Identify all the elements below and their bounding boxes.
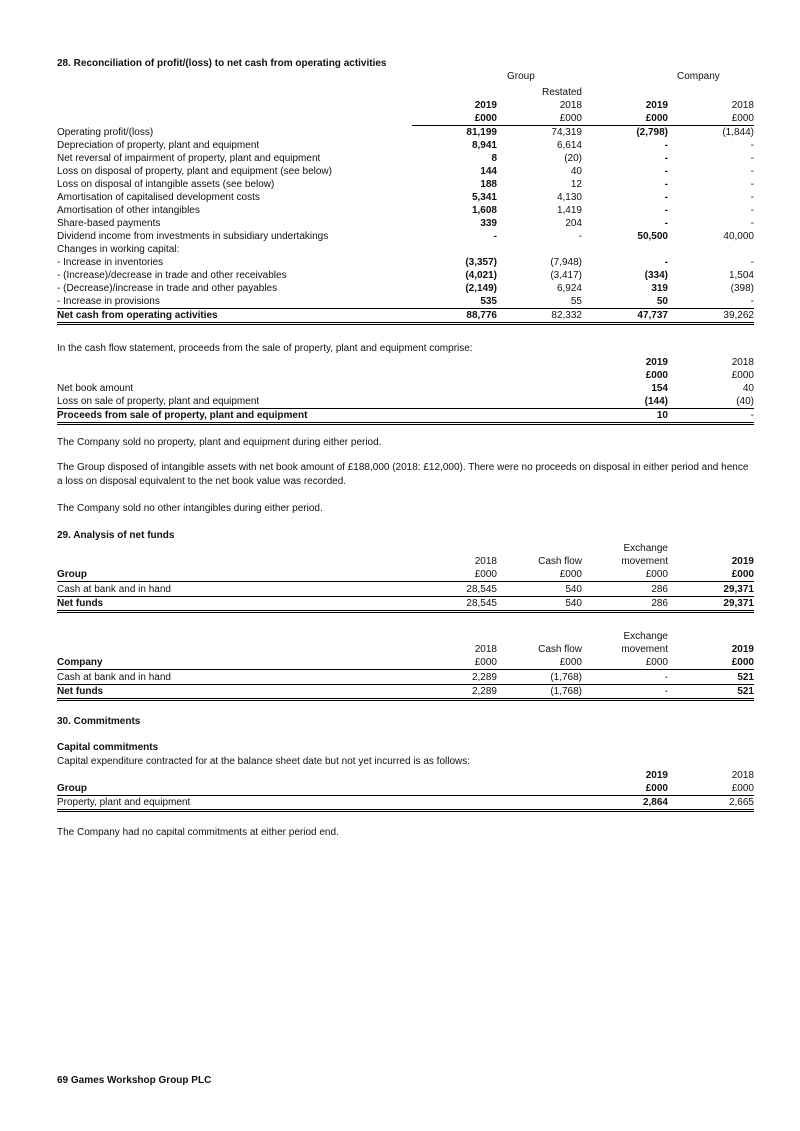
row-label: Changes in working capital: (57, 244, 180, 255)
table-row (57, 204, 754, 217)
value-cell: 10 (582, 409, 668, 424)
value-cell: - (664, 205, 668, 216)
value-cell: (40) (736, 396, 754, 407)
row-label: - Increase in provisions (57, 296, 160, 307)
table-row (57, 582, 754, 597)
value-cell: - (493, 231, 497, 242)
value-cell (668, 243, 754, 256)
value-cell: 8 (491, 153, 497, 164)
row-label: Amortisation of capitalised development costs (57, 192, 260, 203)
col-header: 2018 (474, 644, 497, 655)
col-header: £000 (497, 568, 582, 582)
col-header: 2019 (645, 100, 668, 111)
restated-label: Restated (541, 87, 582, 98)
value-cell: - (750, 192, 754, 203)
value-cell: 540 (565, 583, 582, 595)
col-unit: £000 (668, 112, 754, 126)
col-header (668, 630, 754, 643)
section-label: Group (57, 568, 412, 582)
col-header: £000 (582, 656, 668, 670)
header-row (57, 643, 754, 656)
value-cell: - (664, 671, 668, 683)
commitments-table (57, 769, 754, 812)
proceeds-table (57, 356, 754, 425)
value-cell: 6,614 (556, 140, 582, 151)
company-header: Company (677, 71, 720, 82)
table-row (57, 191, 754, 204)
table-row (57, 217, 754, 230)
value-cell: - (664, 179, 668, 190)
value-cell (412, 243, 497, 256)
value-cell: - (750, 218, 754, 229)
commitments-intro: Capital expenditure contracted for at the balance sheet date but not yet incurred is as follows: (57, 756, 471, 767)
col-header: £000 (497, 656, 582, 670)
value-cell: (398) (730, 283, 754, 294)
para-intangibles: The Group disposed of intangible assets with net book amount of £188,000 (2018: £12,000). There were no proceeds on disposal in either period and hence a loss on disposal equivalent to the net book value was recorded. (57, 462, 749, 487)
value-cell: - (664, 166, 668, 177)
col-header (412, 630, 497, 643)
value-cell: - (750, 179, 754, 190)
col-header: 2018 (559, 100, 582, 111)
value-cell: - (668, 409, 754, 424)
total-row (57, 685, 754, 700)
value-cell: 40 (742, 383, 754, 394)
row-label: - (Increase)/decrease in trade and other receivables (57, 270, 287, 281)
value-cell: 535 (480, 296, 497, 307)
row-label: Net reversal of impairment of property, plant and equipment (57, 153, 321, 164)
value-cell: (2,149) (465, 283, 497, 294)
total-row (57, 409, 754, 424)
row-label: Cash at bank and in hand (57, 671, 171, 683)
col-header: 2018 (731, 357, 754, 368)
col-header: movement (621, 644, 668, 655)
net-funds-group-table (57, 542, 754, 613)
value-cell: 6,924 (556, 283, 582, 294)
value-cell: 74,319 (551, 127, 582, 138)
spacer (57, 542, 412, 555)
value-cell: (1,844) (722, 127, 754, 138)
col-unit: £000 (668, 782, 754, 796)
value-cell: - (750, 166, 754, 177)
value-cell: 286 (651, 583, 668, 595)
table-row (57, 126, 754, 140)
row-label: Property, plant and equipment (57, 796, 582, 811)
row-label: Net funds (57, 597, 412, 612)
row-label: Operating profit/(loss) (57, 126, 154, 138)
value-cell: - (664, 218, 668, 229)
col-header (497, 542, 582, 555)
col-header: Exchange (623, 631, 668, 642)
col-header: 2019 (731, 556, 754, 567)
row-label: - Increase in inventories (57, 257, 164, 268)
col-header: 2018 (731, 100, 754, 111)
row-label: Loss on disposal of property, plant and equipment (see below) (57, 166, 332, 177)
value-cell: 28,545 (466, 583, 497, 595)
spacer (57, 643, 412, 656)
header-row (57, 555, 754, 568)
value-cell: - (582, 685, 668, 700)
table-row (57, 269, 754, 282)
table-row (57, 152, 754, 165)
value-cell: - (750, 205, 754, 216)
reconciliation-table (57, 86, 754, 325)
group-header: Group (507, 71, 535, 82)
table-row (57, 230, 754, 243)
value-cell: 88,776 (412, 309, 497, 324)
row-label: Cash at bank and in hand (57, 583, 171, 595)
section-label: Company (57, 656, 412, 670)
capital-commitments-subtitle: Capital commitments (57, 742, 159, 753)
col-header: Exchange (623, 543, 668, 554)
para-no-commitments: The Company had no capital commitments at either period end. (57, 827, 339, 838)
col-header: 2019 (731, 644, 754, 655)
col-header: £000 (412, 568, 497, 582)
value-cell: (2,798) (636, 127, 668, 138)
col-header: movement (621, 556, 668, 567)
col-header: 2018 (731, 770, 754, 781)
value-cell: 1,608 (471, 205, 497, 216)
table-row (57, 165, 754, 178)
value-cell: 50,500 (637, 231, 668, 242)
value-cell: (1,768) (550, 671, 582, 683)
value-cell: 339 (480, 218, 497, 229)
table-row (57, 256, 754, 269)
value-cell: 5,341 (471, 192, 497, 203)
row-label: - (Decrease)/increase in trade and other payables (57, 283, 278, 294)
row-label: Depreciation of property, plant and equipment (57, 140, 260, 151)
value-cell: 4,130 (556, 192, 582, 203)
value-cell: 29,371 (668, 597, 754, 612)
group-label: Group (57, 782, 582, 796)
value-cell: 29,371 (723, 583, 754, 595)
value-cell: (7,948) (550, 257, 582, 268)
value-cell: 28,545 (412, 597, 497, 612)
value-cell: 521 (668, 685, 754, 700)
value-cell: 1,504 (728, 270, 754, 281)
value-cell (497, 243, 582, 256)
col-header: Cash flow (538, 556, 582, 567)
note28-title: 28. Reconciliation of profit/(loss) to net cash from operating activities (57, 58, 387, 69)
row-label: Share-based payments (57, 218, 161, 229)
value-cell: (20) (564, 153, 582, 164)
para-company-intangibles: The Company sold no other intangibles during either period. (57, 503, 323, 514)
value-cell: 1,419 (556, 205, 582, 216)
value-cell: 40 (570, 166, 582, 177)
value-cell: 8,941 (471, 140, 497, 151)
header-row (57, 542, 754, 555)
col-header: 2018 (474, 556, 497, 567)
spacer (57, 555, 412, 568)
col-header (668, 542, 754, 555)
header-row (57, 630, 754, 643)
col-header: 2019 (645, 770, 668, 781)
value-cell: (3,357) (465, 257, 497, 268)
value-cell: (1,768) (497, 685, 582, 700)
row-label: Net funds (57, 685, 412, 700)
value-cell: 2,289 (471, 671, 497, 683)
value-cell: 188 (480, 179, 497, 190)
value-cell: (4,021) (465, 270, 497, 281)
value-cell: - (664, 153, 668, 164)
row-label: Loss on sale of property, plant and equipment (57, 396, 260, 407)
value-cell: 521 (737, 671, 754, 683)
value-cell: 55 (570, 296, 582, 307)
value-cell (582, 243, 668, 256)
value-cell: - (750, 257, 754, 268)
value-cell: 50 (656, 296, 668, 307)
col-unit: £000 (731, 370, 754, 381)
col-header (412, 542, 497, 555)
value-cell: 40,000 (723, 231, 754, 242)
value-cell: 47,737 (582, 309, 668, 324)
total-row (57, 597, 754, 612)
spacer (57, 630, 412, 643)
proceeds-intro: In the cash flow statement, proceeds from the sale of property, plant and equipment comprise: (57, 343, 473, 354)
row-label: Loss on disposal of intangible assets (see below) (57, 179, 275, 190)
value-cell: (144) (644, 396, 668, 407)
header-row (57, 656, 754, 670)
note29-title: 29. Analysis of net funds (57, 530, 175, 541)
value-cell: 286 (582, 597, 668, 612)
table-row (57, 282, 754, 295)
value-cell: 39,262 (668, 309, 754, 324)
col-unit: £000 (497, 112, 582, 126)
row-label: Dividend income from investments in subsidiary undertakings (57, 231, 329, 242)
note30-title: 30. Commitments (57, 716, 141, 727)
table-row (57, 382, 754, 395)
value-cell: - (578, 231, 582, 242)
col-header (497, 630, 582, 643)
total-row (57, 309, 754, 324)
col-header: £000 (412, 656, 497, 670)
col-unit: £000 (582, 112, 668, 126)
row-label: Net cash from operating activities (57, 309, 412, 324)
value-cell: 540 (497, 597, 582, 612)
row-label: Amortisation of other intangibles (57, 205, 200, 216)
value-cell: 319 (651, 283, 668, 294)
table-row (57, 243, 754, 256)
col-header: 2019 (474, 100, 497, 111)
value-cell: 12 (570, 179, 582, 190)
value-cell: - (664, 140, 668, 151)
page-footer: 69 Games Workshop Group PLC (57, 1075, 212, 1086)
col-header: £000 (668, 568, 754, 582)
value-cell: - (750, 153, 754, 164)
row-label: Proceeds from sale of property, plant and equipment (57, 409, 582, 424)
value-cell: - (664, 257, 668, 268)
value-cell: - (664, 192, 668, 203)
table-row (57, 295, 754, 309)
col-unit: £000 (582, 782, 668, 796)
table-row (57, 178, 754, 191)
col-unit: £000 (645, 370, 668, 381)
col-header: Cash flow (538, 644, 582, 655)
value-cell: (3,417) (550, 270, 582, 281)
header-row (57, 568, 754, 582)
value-cell: 2,665 (668, 796, 754, 811)
value-cell: 204 (565, 218, 582, 229)
row-label: Net book amount (57, 383, 134, 394)
net-funds-company-table (57, 630, 754, 701)
col-unit: £000 (412, 112, 497, 126)
table-row (57, 395, 754, 409)
value-cell: - (750, 140, 754, 151)
col-header: 2019 (645, 357, 668, 368)
col-header: £000 (668, 656, 754, 670)
value-cell: 2,289 (412, 685, 497, 700)
value-cell: 81,199 (466, 127, 497, 138)
table-row (57, 670, 754, 685)
value-cell: (334) (644, 270, 668, 281)
value-cell: 154 (651, 383, 668, 394)
value-cell: 82,332 (497, 309, 582, 324)
col-header: £000 (582, 568, 668, 582)
value-cell: 2,864 (582, 796, 668, 811)
para-company-ppe: The Company sold no property, plant and equipment during either period. (57, 437, 382, 448)
value-cell: - (750, 296, 754, 307)
value-cell: 144 (480, 166, 497, 177)
table-row (57, 139, 754, 152)
